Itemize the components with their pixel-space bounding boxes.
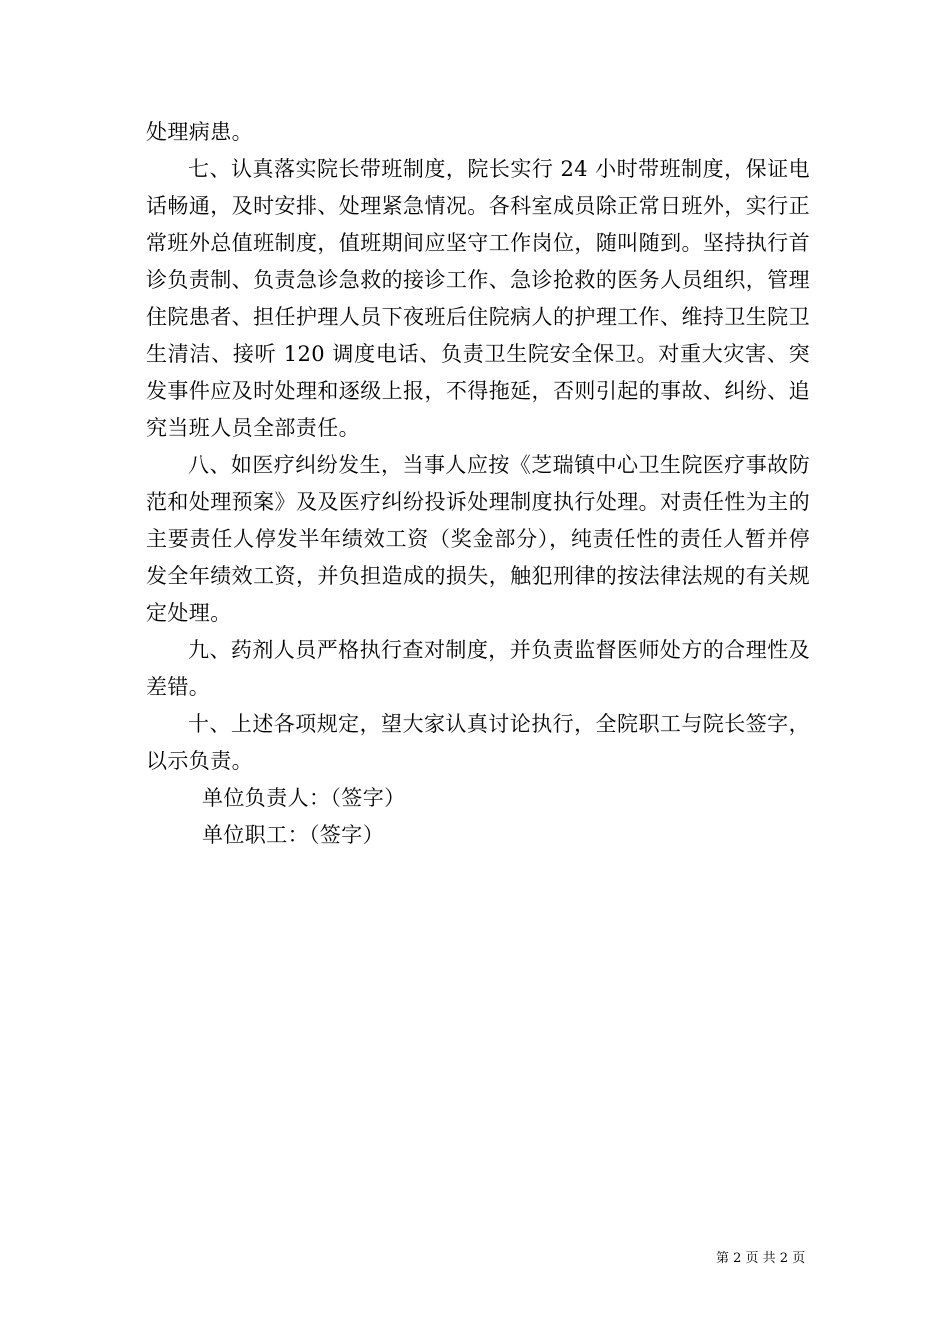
paragraph-item-7: 七、认真落实院长带班制度，院长实行 24 小时带班制度，保证电话畅通，及时安排、处理紧急情况。各科室成员除正常日班外，实行正常班外总值班制度，值班期间应坚守工作岗位，随叫随到。坚持执行首诊负责制、负责急诊急救的接诊工作、急诊抢救的医务人员组织，管理住院患者、担任护理人员下夜班后住院病人的护理工作、维持卫生院卫生清洁、接听 120 调度电话、负责卫生院安全保卫。对重大灾害、突发事件应及时处理和逐级上报，不得拖延，否则引起的事故、纠纷、追究当班人员全部责任。: [146, 157, 810, 440]
document-body: [146, 114, 810, 854]
signature-staff: 单位职工：（签字）: [202, 823, 385, 847]
paragraph-item-8: 八、如医疗纠纷发生，当事人应按《芝瑞镇中心卫生院医疗事故防范和处理预案》及及医疗纠纷投诉处理制度执行处理。对责任性为主的主要责任人停发半年绩效工资（奖金部分），纯责任性的责任人暂并停发全年绩效工资，并负担造成的损失，触犯刑律的按法律法规的有关规定处理。: [146, 453, 810, 625]
page-number-footer: 第 2 页 共 2 页: [716, 1251, 806, 1266]
paragraph-continuation: 处理病患。: [146, 120, 253, 144]
paragraph-item-9: 九、药剂人员严格执行查对制度，并负责监督医师处方的合理性及差错。: [146, 638, 810, 699]
paragraph-item-10: 十、上述各项规定，望大家认真讨论执行，全院职工与院长签字，以示负责。: [146, 712, 810, 773]
signature-leader: 单位负责人：（签字）: [202, 786, 406, 810]
